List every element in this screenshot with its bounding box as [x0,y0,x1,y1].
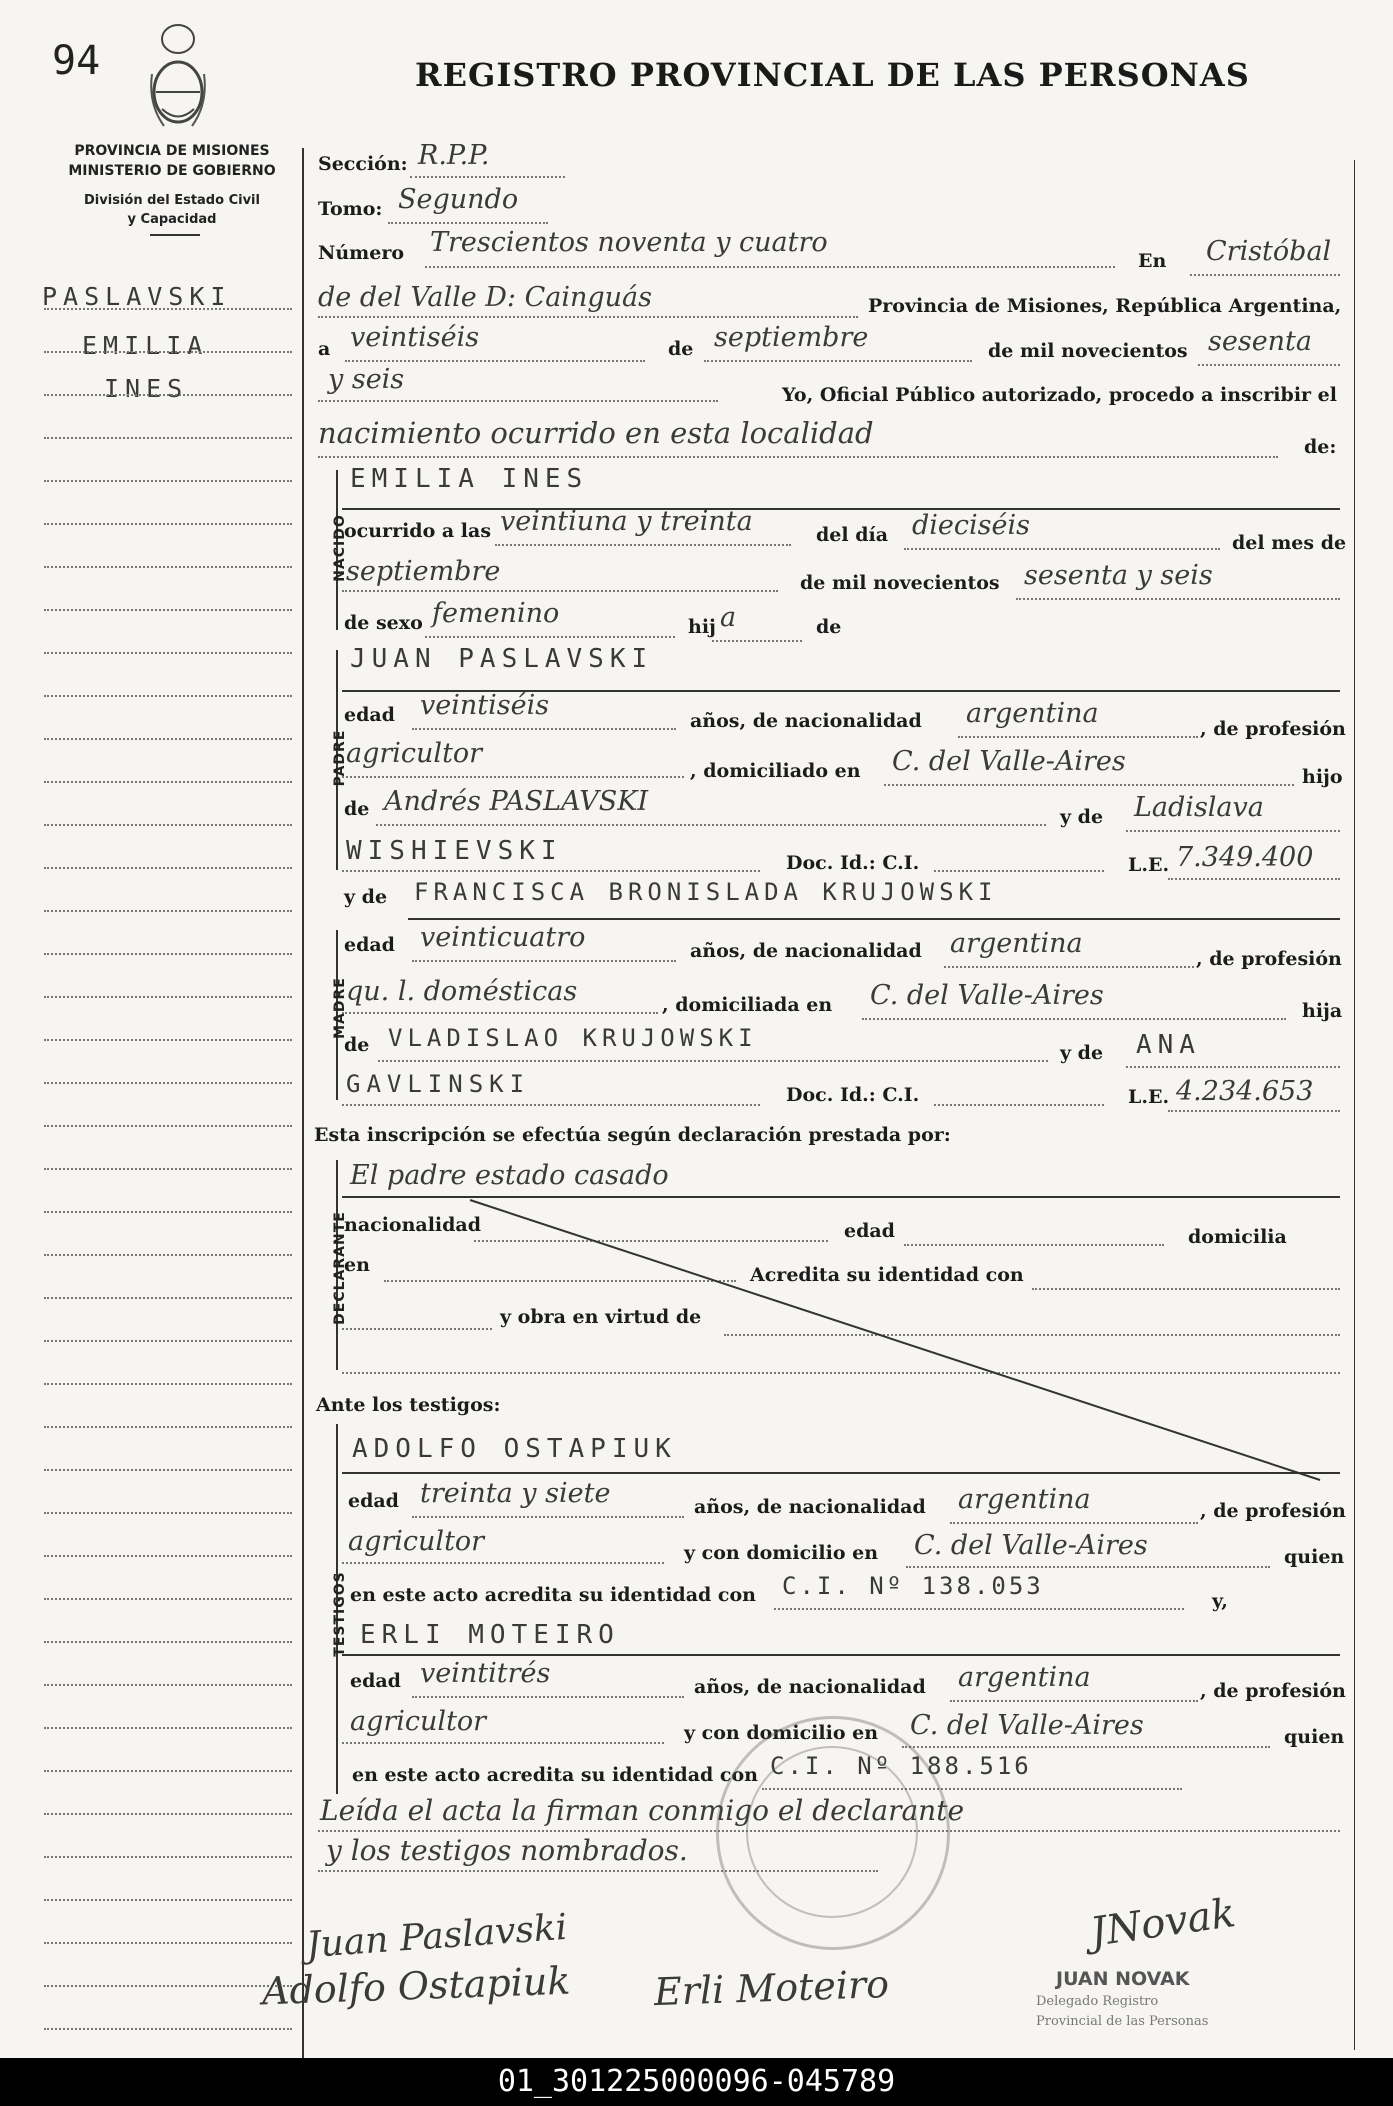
t2-id-value: C.I. Nº 188.516 [770,1752,1032,1780]
document-title: REGISTRO PROVINCIAL DE LAS PERSONAS [415,56,1250,94]
signature-official: JNovak [1087,1890,1239,1956]
t1-dom-value: C. del Valle-Aires [914,1530,1148,1561]
day-value: veintiséis [350,322,480,353]
t2-acredita-label: en este acto acredita su identidad con [352,1764,758,1786]
padre-mother-value-a: Ladislava [1134,792,1264,823]
margin-surname: PASLAVSKI [42,282,232,311]
padre-name: JUAN PASLAVSKI [350,644,654,674]
padre-profesion-value: agricultor [346,738,483,769]
madre-mother-value-a: ANA [1136,1030,1201,1060]
sexo-label: de sexo [344,612,423,634]
del-dia-label: del día [816,524,889,546]
a-label: a [318,338,331,360]
declarante-nacionalidad-label: nacionalidad [344,1214,482,1236]
padre-de-label: de [344,798,370,820]
declarante-en-label: en [344,1254,370,1276]
nacido-day-value: dieciséis [912,510,1030,541]
seccion-label: Sección: [318,153,408,175]
seal-stamp-inner [746,1746,918,1918]
signature-witness-1: Adolfo Ostapiuk [261,1958,572,2014]
numero-label: Número [318,242,405,264]
signature-witness-2: Erli Moteiro [653,1961,890,2015]
tomo-label: Tomo: [318,198,383,220]
madre-name: FRANCISCA BRONISLADA KRUJOWSKI [414,878,998,906]
division-line-2: y Capacidad [127,212,217,227]
testigos-intro: Ante los testigos: [316,1394,501,1416]
seccion-value: R.P.P. [418,140,490,171]
madre-y-de2-label: y de [1060,1042,1104,1064]
ministry-line-2: MINISTERIO DE GOBIERNO [68,163,276,179]
year-value-a: sesenta [1208,326,1313,357]
padre-edad-value: veintiséis [420,690,550,721]
sexo-value: femenino [432,598,560,629]
padre-le-value: 7.349.400 [1176,842,1314,873]
tomo-value: Segundo [398,184,519,215]
hij-value: a [720,602,737,633]
t2-edad-value: veintitrés [420,1658,551,1689]
mil-label: de mil novecientos [988,340,1188,362]
declarante-edad-label: edad [844,1220,895,1242]
closing-line-2: y los testigos nombrados. [326,1834,688,1867]
padre-y-de-label: y de [1060,806,1104,828]
del-mes-label: del mes de [1232,532,1347,554]
t1-y-label: y, [1212,1590,1228,1612]
nacido-de-label: de [816,616,842,638]
declarante-intro: Esta inscripción se efectúa según declaración prestada por: [314,1124,951,1146]
madre-anios-label: años, de nacionalidad [690,940,922,962]
nacido-mil-label: de mil novecientos [800,572,1000,594]
en-label: En [1138,250,1167,272]
de-colon: de: [1304,436,1337,458]
t2-dom-label: y con domicilio en [684,1722,879,1744]
t2-dom-value: C. del Valle-Aires [910,1710,1144,1741]
madre-mother-value-b: GAVLINSKI [346,1070,531,1098]
madre-hija-label: hija [1302,1000,1343,1022]
t2-edad-label: edad [350,1670,401,1692]
t2-name: ERLI MOTEIRO [360,1620,620,1650]
numero-value: Trescientos noventa y cuatro [430,227,828,258]
nacido-month-value: septiembre [346,556,501,587]
image-reference: 01_301225000096-045789 [497,2064,896,2099]
madre-y-de-label: y de [344,886,388,908]
madre-le-value: 4.234.653 [1176,1076,1314,1107]
margin-name-1: EMILIA [82,331,209,360]
t1-quien-label: quien [1284,1546,1345,1568]
madre-le-label: L.E. [1128,1086,1170,1108]
madre-nacionalidad-value: argentina [950,928,1083,959]
madre-edad-value: veinticuatro [420,922,586,953]
margin-name-2: INES [104,374,189,403]
de-label: de [668,338,694,360]
padre-edad-label: edad [344,704,395,726]
t1-nac-value: argentina [958,1484,1091,1515]
declarante-side-label: DECLARANTE [332,1211,348,1325]
t1-prof-label: , de profesión [1200,1500,1346,1522]
t2-nac-value: argentina [958,1662,1091,1693]
month-value: septiembre [714,322,869,353]
hour-value: veintiuna y treinta [500,506,753,537]
official-title-2: Provincial de las Personas [1036,2014,1209,2029]
t2-prof-value: agricultor [350,1706,487,1737]
hij-label: hij [688,616,716,638]
madre-de-label: de [344,1034,370,1056]
madre-edad-label: edad [344,934,395,956]
padre-doc-label: Doc. Id.: C.I. [786,852,920,874]
place-value-b: de del Valle D: Cainguás [318,282,653,313]
madre-profesion-label: , de profesión [1196,948,1342,970]
t1-prof-value: agricultor [348,1526,485,1557]
t2-prof-label: , de profesión [1200,1680,1346,1702]
declarante-domicilia-label: domicilia [1188,1226,1287,1248]
padre-father-value: Andrés PASLAVSKI [384,786,649,817]
madre-doc-label: Doc. Id.: C.I. [786,1084,920,1106]
t2-anios-label: años, de nacionalidad [694,1676,926,1698]
closing-line-1: Leída el acta la firman conmigo el declarante [320,1794,965,1827]
act-value: nacimiento ocurrido en esta localidad [318,416,874,450]
provincia-text: Provincia de Misiones, República Argentina, [868,295,1342,317]
padre-anios-label: años, de nacionalidad [690,710,922,732]
declarante-acredita-label: Acredita su identidad con [750,1264,1024,1286]
t1-dom-label: y con domicilio en [684,1542,879,1564]
place-value-a: Cristóbal [1206,236,1332,267]
oficial-text: Yo, Oficial Público autorizado, procedo a inscribir el [782,384,1337,406]
madre-domicilio-label: , domiciliada en [662,994,833,1016]
ministry-line-1: PROVINCIA DE MISIONES [74,143,270,159]
madre-father-value: VLADISLAO KRUJOWSKI [388,1024,758,1052]
padre-side-label: PADRE [332,729,348,787]
padre-mother-value-b: WISHIEVSKI [346,836,563,866]
declarante-value: El padre estado casado [350,1160,669,1191]
signature-father: Juan Paslavski [304,1906,569,1967]
testigos-side-label: TESTIGOS [332,1571,348,1657]
t1-edad-label: edad [348,1490,399,1512]
t1-name: ADOLFO OSTAPIUK [352,1434,677,1464]
padre-le-label: L.E. [1128,854,1170,876]
padre-domicilio-value: C. del Valle-Aires [892,746,1126,777]
nacido-side-label: NACIDO [332,514,348,582]
nacido-name: EMILIA INES [350,464,589,494]
official-title-1: Delegado Registro [1036,1994,1159,2009]
madre-side-label: MADRE [332,977,348,1039]
ocurrido-label: ocurrido a las [344,520,492,542]
padre-nacionalidad-value: argentina [966,698,1099,729]
t2-quien-label: quien [1284,1726,1345,1748]
madre-profesion-value: qu. l. domésticas [346,976,578,1007]
madre-domicilio-value: C. del Valle-Aires [870,980,1104,1011]
t1-anios-label: años, de nacionalidad [694,1496,926,1518]
declarante-obra-label: y obra en virtud de [500,1306,702,1328]
official-name: JUAN NOVAK [1056,1968,1190,1990]
division-line-1: División del Estado Civil [84,193,260,208]
folio-number: 94 [52,38,101,84]
padre-domicilio-label: , domiciliado en [690,760,861,782]
year-value-b: y seis [328,364,405,395]
padre-profesion-label: , de profesión [1200,718,1346,740]
image-reference-bar [0,2058,1393,2106]
t1-acredita-label: en este acto acredita su identidad con [350,1584,756,1606]
t1-edad-value: treinta y siete [420,1478,611,1509]
t1-id-value: C.I. Nº 138.053 [782,1572,1044,1600]
nacido-year-value: sesenta y seis [1024,560,1213,591]
padre-hijo-label: hijo [1302,766,1343,788]
